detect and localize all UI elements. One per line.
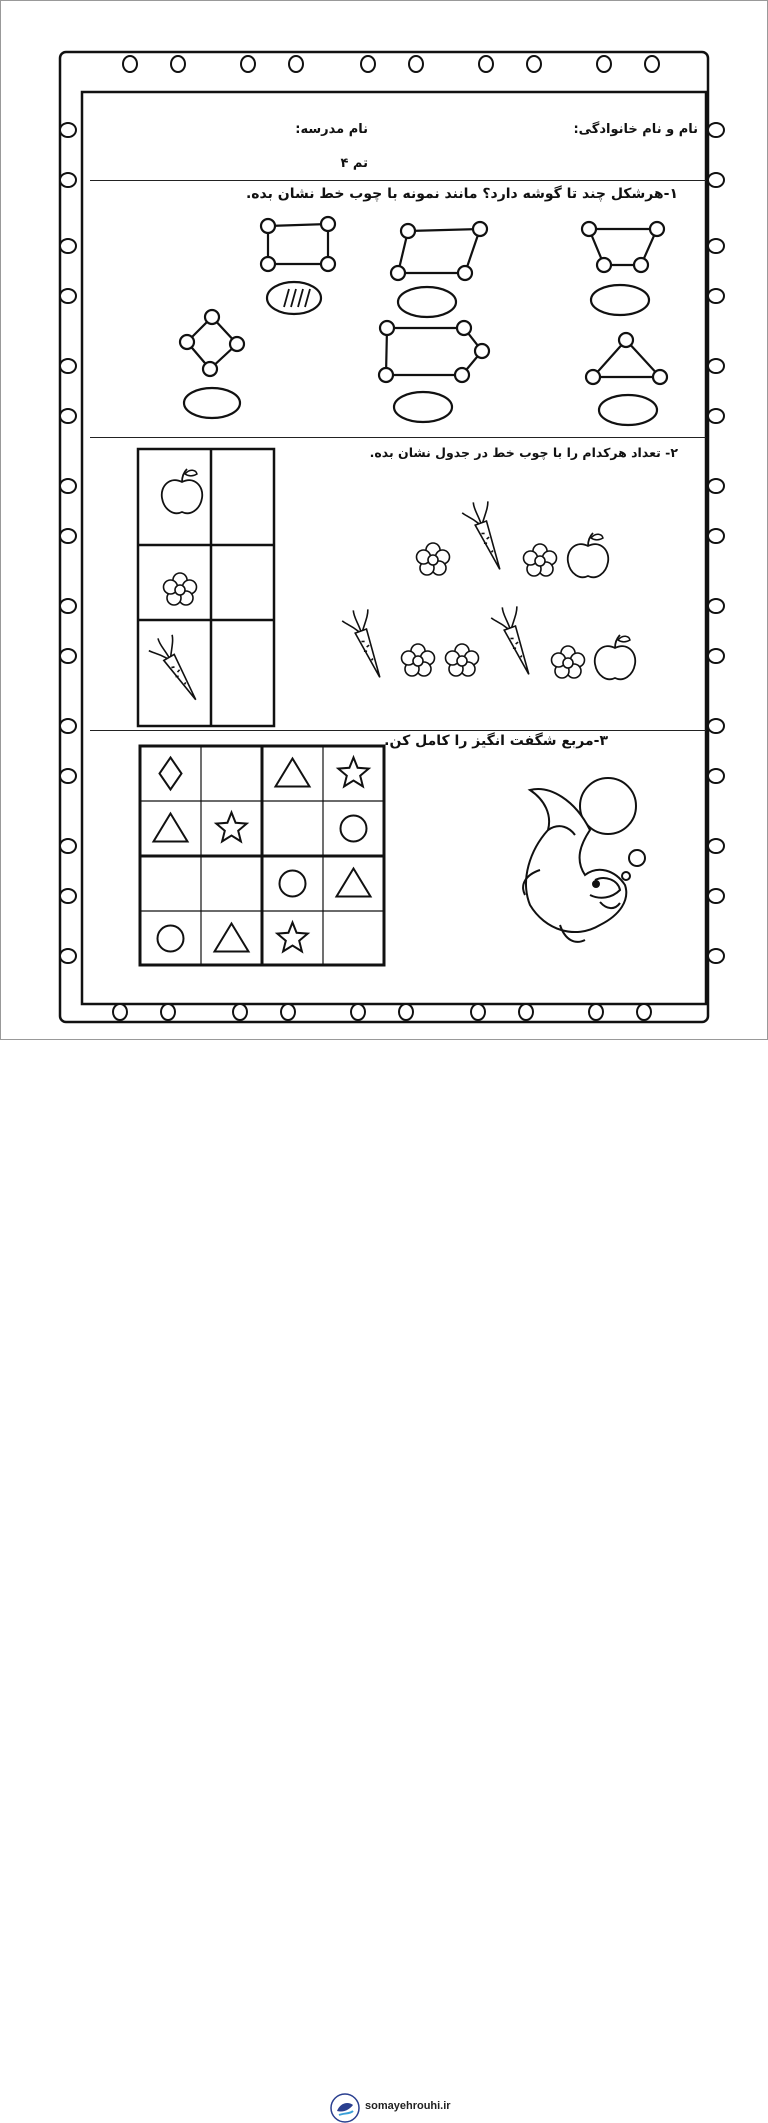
- triangle-symbol: [337, 869, 371, 897]
- trapezoid-shape: [582, 222, 664, 272]
- parallelogram-shape: [391, 222, 487, 280]
- answer-oval[interactable]: [599, 395, 657, 425]
- answer-oval[interactable]: [184, 388, 240, 418]
- flower-icon: [402, 644, 435, 676]
- frame-loop: [281, 1004, 295, 1020]
- school-name-label: نام مدرسه:: [295, 122, 368, 137]
- empty-grid-cell[interactable]: [325, 913, 382, 964]
- carrot-icon: [489, 603, 540, 680]
- empty-grid-cell[interactable]: [203, 748, 260, 799]
- empty-grid-cell[interactable]: [142, 858, 199, 909]
- star-symbol: [216, 813, 246, 842]
- diamond-shape: [180, 310, 244, 376]
- apple-icon: [568, 533, 609, 577]
- table-tally-cell[interactable]: [213, 547, 272, 618]
- flower-icon: [524, 544, 557, 576]
- table-tally-cell[interactable]: [213, 451, 272, 543]
- rectangle-shape: [261, 217, 335, 271]
- triangle-symbol: [215, 924, 249, 952]
- frame-loop: [519, 1004, 533, 1020]
- carrot-icon: [460, 498, 511, 575]
- pentagon-shape: [379, 321, 489, 382]
- worksheet-page: [0, 0, 768, 1040]
- frame-loop: [471, 1004, 485, 1020]
- question-3-area: [0, 730, 768, 970]
- table-tally-cell[interactable]: [213, 622, 272, 724]
- star-symbol: [277, 923, 307, 952]
- flower-icon: [164, 573, 197, 605]
- question-1-shapes: [0, 0, 768, 440]
- flower-icon: [446, 644, 479, 676]
- answer-oval[interactable]: [394, 392, 452, 422]
- question-2-area: [0, 440, 768, 730]
- answer-oval[interactable]: [591, 285, 649, 315]
- frame-loop: [233, 1004, 247, 1020]
- question-2-text: ۲- تعداد هرکدام را با چوب خط در جدول نشان بده.: [369, 445, 678, 460]
- circle-symbol: [158, 926, 184, 952]
- question-3-text: ۳-مربع شگفت انگیز را کامل کن.: [384, 733, 608, 749]
- example-tally-marks: [284, 289, 310, 307]
- dolphin-illustration: [523, 778, 645, 942]
- apple-icon: [595, 635, 636, 679]
- question-1-text: ۱-هرشکل چند تا گوشه دارد؟ مانند نمونه با چوب خط نشان بده.: [245, 186, 678, 202]
- frame-loop: [399, 1004, 413, 1020]
- carrot-icon: [340, 606, 391, 683]
- flower-icon: [417, 543, 450, 575]
- frame-loop: [113, 1004, 127, 1020]
- carrot-icon: [146, 631, 206, 707]
- circle-symbol: [341, 816, 367, 842]
- flower-icon: [552, 646, 585, 678]
- frame-loop: [589, 1004, 603, 1020]
- theme-label: تم ۴: [340, 156, 368, 171]
- empty-grid-cell[interactable]: [203, 858, 260, 909]
- empty-grid-cell[interactable]: [264, 803, 321, 854]
- circle-symbol: [280, 871, 306, 897]
- page-footer: [0, 1040, 768, 2112]
- triangle-shape: [586, 333, 667, 384]
- apple-icon: [162, 469, 203, 513]
- star-symbol: [338, 758, 368, 787]
- diamond-symbol: [160, 758, 182, 790]
- triangle-symbol: [154, 814, 188, 842]
- answer-oval[interactable]: [398, 287, 456, 317]
- site-url: somayehrouhi.ir: [365, 2100, 451, 2112]
- frame-loop: [637, 1004, 651, 1020]
- triangle-symbol: [276, 759, 310, 787]
- frame-loop: [351, 1004, 365, 1020]
- site-logo-icon: [330, 2093, 360, 2123]
- frame-loop: [161, 1004, 175, 1020]
- student-name-label: نام و نام خانوادگی:: [573, 122, 698, 137]
